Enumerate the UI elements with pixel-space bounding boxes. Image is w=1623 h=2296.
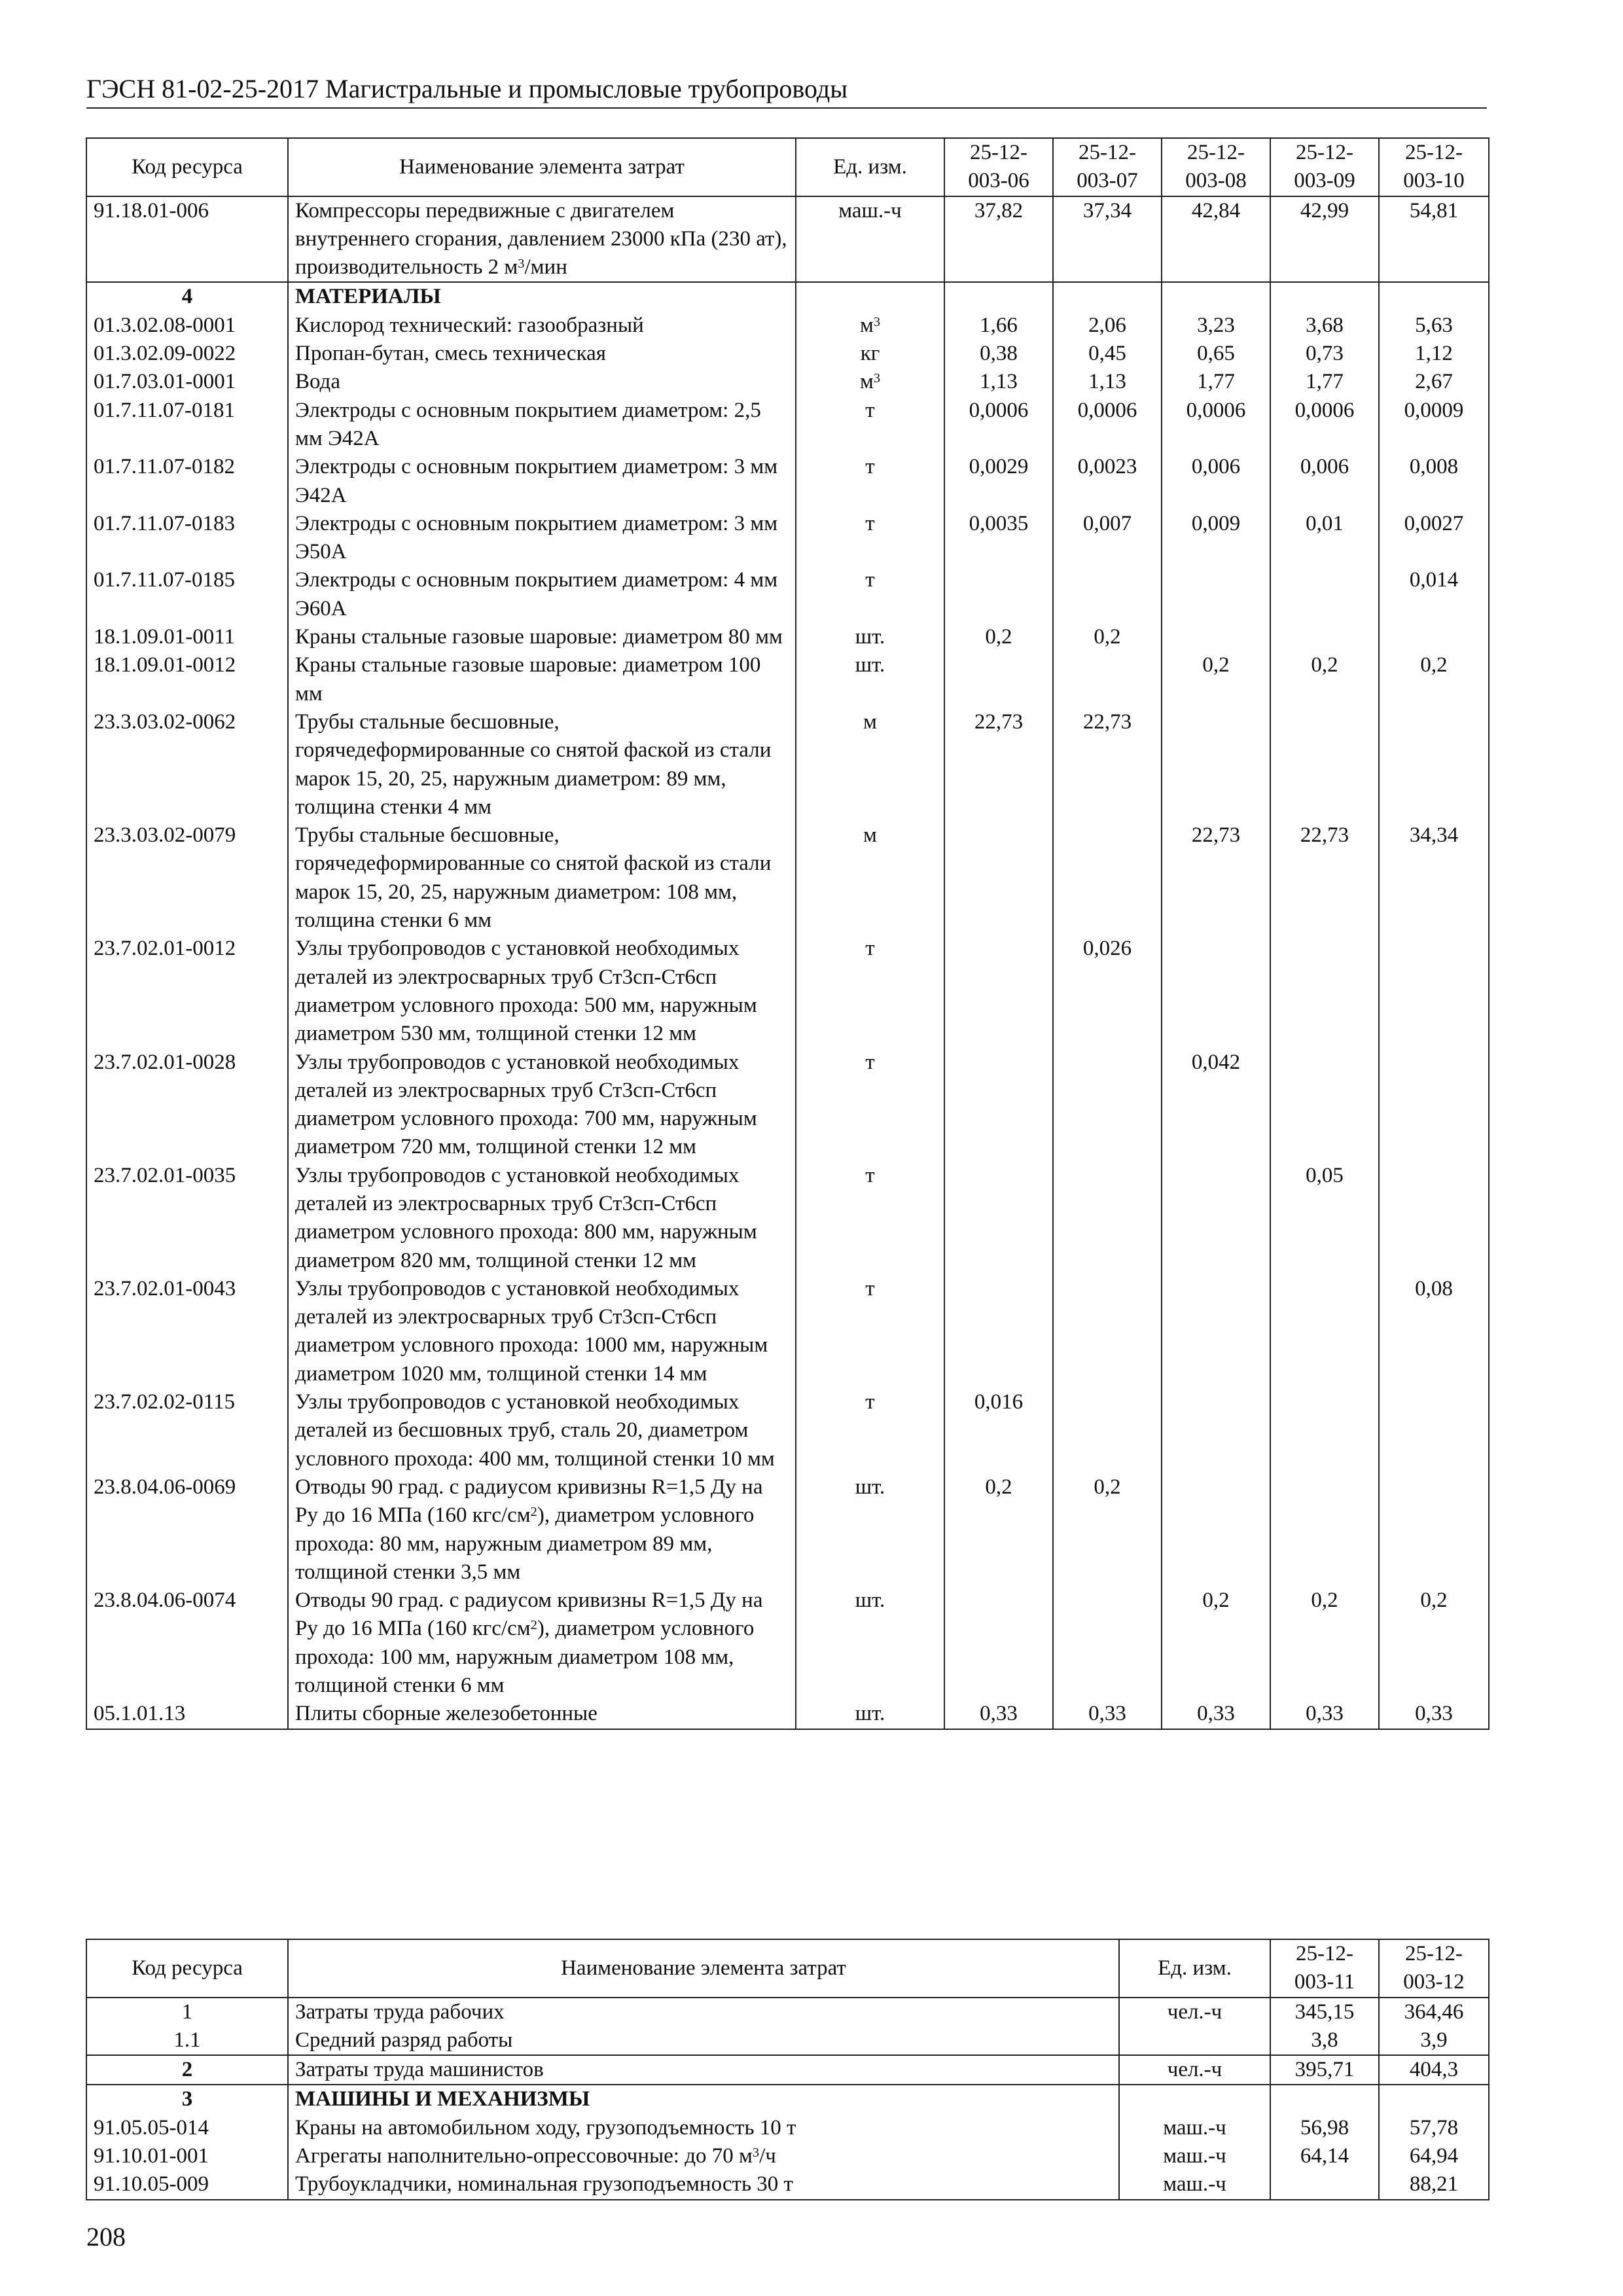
resource-value — [1053, 282, 1162, 311]
resource-value — [1270, 1049, 1379, 1162]
resource-value: 364,46 — [1379, 1998, 1489, 2026]
resource-name: Трубы стальные бесшовные, горячедеформированные со снятой фаской из стали марок 15, 20, 25, наружным диаметром: 89 мм, толщина стенки 4 мм — [288, 708, 796, 821]
resource-value: 1,77 — [1270, 368, 1379, 396]
resource-value: 0,016 — [944, 1388, 1053, 1473]
resource-value — [1053, 566, 1162, 623]
resource-value — [1270, 1388, 1379, 1473]
resource-value: 22,73 — [1053, 708, 1162, 821]
resource-value — [944, 1587, 1053, 1700]
table-row — [86, 651, 1489, 708]
resource-value: 0,33 — [944, 1700, 1053, 1729]
resource-value: 0,2 — [1053, 1473, 1162, 1587]
resource-value: 0,008 — [1379, 453, 1489, 510]
col-header-rate: 25-12-003-11 — [1270, 1939, 1379, 1998]
resource-value: 0,026 — [1053, 935, 1162, 1048]
resource-name: Кислород технический: газообразный — [288, 312, 796, 340]
resource-value: 0,0027 — [1379, 510, 1489, 567]
resource-name: Электроды с основным покрытием диаметром: 3 мм Э50А — [288, 510, 796, 567]
table-row — [86, 821, 1489, 935]
resource-unit: т — [796, 510, 944, 567]
resource-name: МАШИНЫ И МЕХАНИЗМЫ — [288, 2085, 1119, 2113]
resource-code: 3 — [86, 2085, 288, 2113]
resource-name: Электроды с основным покрытием диаметром: 4 мм Э60А — [288, 566, 796, 623]
resource-value — [1379, 282, 1489, 311]
resource-code: 23.7.02.01-0012 — [86, 935, 288, 1048]
resource-value — [1379, 1388, 1489, 1473]
resource-unit: шт. — [796, 1473, 944, 1587]
col-header-rate: 25-12-003-09 — [1270, 138, 1379, 196]
resource-value — [944, 651, 1053, 708]
resource-name: Вода — [288, 368, 796, 396]
resource-name: Краны стальные газовые шаровые: диаметром 80 мм — [288, 623, 796, 651]
col-header-rate: 25-12-003-07 — [1053, 138, 1162, 196]
resource-name: Электроды с основным покрытием диаметром: 2,5 мм Э42А — [288, 397, 796, 454]
col-header-rate: 25-12-003-12 — [1379, 1939, 1489, 1998]
resource-value — [944, 1275, 1053, 1388]
resource-code: 18.1.09.01-0012 — [86, 651, 288, 708]
resource-value: 0,65 — [1162, 340, 1270, 368]
col-header-rate: 25-12-003-08 — [1162, 138, 1270, 196]
resource-value: 0,042 — [1162, 1049, 1270, 1162]
resource-unit: маш.-ч — [796, 196, 944, 283]
resource-unit: шт. — [796, 1700, 944, 1729]
resource-value — [1162, 708, 1270, 821]
table-row — [86, 2114, 1489, 2142]
section-row — [86, 2085, 1489, 2113]
resource-unit: т — [796, 1388, 944, 1473]
resource-code: 91.05.05-014 — [86, 2114, 288, 2142]
resource-value: 0,2 — [1270, 1587, 1379, 1700]
page-number: 208 — [86, 2222, 126, 2251]
resource-value: 0,33 — [1162, 1700, 1270, 1729]
table-row — [86, 1700, 1489, 1729]
resource-unit: кг — [796, 340, 944, 368]
resource-value: 57,78 — [1379, 2114, 1489, 2142]
resource-value: 22,73 — [944, 708, 1053, 821]
col-header-code: Код ресурса — [86, 1939, 288, 1998]
resource-name: Краны на автомобильном ходу, грузоподъемность 10 т — [288, 2114, 1119, 2142]
resource-value: 34,34 — [1379, 821, 1489, 935]
resource-value — [1162, 566, 1270, 623]
resource-value: 0,2 — [1162, 651, 1270, 708]
resource-value — [1270, 2085, 1379, 2113]
resource-value: 88,21 — [1379, 2170, 1489, 2199]
resource-value: 395,71 — [1270, 2055, 1379, 2085]
resource-code: 91.10.01-001 — [86, 2142, 288, 2170]
resource-value: 345,15 — [1270, 1998, 1379, 2026]
resource-unit — [1119, 2085, 1270, 2113]
table-row — [86, 312, 1489, 340]
resource-name: Узлы трубопроводов с установкой необходимых деталей из электросварных труб Ст3сп-Ст6сп диаметром условного прохода: 800 мм, наружным диаметром 820 мм, толщиной стенки 12 мм — [288, 1162, 796, 1275]
resource-value — [944, 566, 1053, 623]
resource-name: Компрессоры передвижные с двигателем внутреннего сгорания, давлением 23000 кПа (230 ат), производительность 2 $м^3$/мин — [288, 196, 796, 283]
resource-unit: т — [796, 453, 944, 510]
resource-code: 23.7.02.01-0043 — [86, 1275, 288, 1388]
resource-value: 404,3 — [1379, 2055, 1489, 2085]
resource-value — [1053, 1275, 1162, 1388]
resource-value — [1162, 935, 1270, 1048]
resource-name: Узлы трубопроводов с установкой необходимых деталей из бесшовных труб, сталь 20, диаметром условного прохода: 400 мм, толщиной стенки 10 мм — [288, 1388, 796, 1473]
resource-code: 23.3.03.02-0062 — [86, 708, 288, 821]
col-header-name: Наименование элемента затрат — [288, 1939, 1119, 1998]
resource-code: 01.7.11.07-0185 — [86, 566, 288, 623]
resource-value — [944, 821, 1053, 935]
resource-value — [1379, 708, 1489, 821]
resource-code: 4 — [86, 282, 288, 311]
resource-value: 0,2 — [1379, 651, 1489, 708]
resource-unit: м — [796, 821, 944, 935]
resource-value: 0,2 — [944, 1473, 1053, 1587]
resource-value: 0,33 — [1379, 1700, 1489, 1729]
table-row — [86, 1049, 1489, 1162]
resource-value: 22,73 — [1162, 821, 1270, 935]
resource-value: 0,0006 — [1162, 397, 1270, 454]
table-row — [86, 510, 1489, 567]
resource-code: 91.18.01-006 — [86, 196, 288, 283]
resource-code: 05.1.01.13 — [86, 1700, 288, 1729]
resource-value: 0,0029 — [944, 453, 1053, 510]
table-row — [86, 2026, 1489, 2055]
resource-value: 0,2 — [1162, 1587, 1270, 1700]
resource-value: 64,94 — [1379, 2142, 1489, 2170]
resource-unit: чел.-ч — [1119, 1998, 1270, 2026]
col-header-code: Код ресурса — [86, 138, 288, 196]
resource-code: 01.7.03.01-0001 — [86, 368, 288, 396]
resource-name: Пропан-бутан, смесь техническая — [288, 340, 796, 368]
resource-value — [1270, 708, 1379, 821]
resource-value: 0,45 — [1053, 340, 1162, 368]
resource-code: 01.7.11.07-0183 — [86, 510, 288, 567]
resource-value — [1053, 651, 1162, 708]
resource-code: 01.3.02.08-0001 — [86, 312, 288, 340]
resource-value — [944, 1049, 1053, 1162]
resource-value — [944, 1162, 1053, 1275]
table-row — [86, 708, 1489, 821]
resource-code: 01.7.11.07-0181 — [86, 397, 288, 454]
col-header-unit: Ед. изм. — [1119, 1939, 1270, 1998]
resource-table-1 — [86, 137, 1489, 1730]
resource-unit: т — [796, 1162, 944, 1275]
table-row — [86, 1998, 1489, 2026]
resource-name: Электроды с основным покрытием диаметром: 3 мм Э42А — [288, 453, 796, 510]
resource-code: 1.1 — [86, 2026, 288, 2055]
resource-value: 0,014 — [1379, 566, 1489, 623]
resource-code: 23.8.04.06-0069 — [86, 1473, 288, 1587]
resource-name: Краны стальные газовые шаровые: диаметром 100 мм — [288, 651, 796, 708]
resource-value — [1379, 1049, 1489, 1162]
resource-unit: т — [796, 1049, 944, 1162]
resource-unit: т — [796, 566, 944, 623]
table-row — [86, 2055, 1489, 2085]
resource-unit — [1119, 2026, 1270, 2055]
resource-value — [1053, 1049, 1162, 1162]
resource-value — [1162, 1473, 1270, 1587]
table-row — [86, 1162, 1489, 1275]
resource-name: Агрегаты наполнительно-опрессовочные: до 70 $м^3/ч$ — [288, 2142, 1119, 2170]
resource-value: 0,0009 — [1379, 397, 1489, 454]
resource-code: 1 — [86, 1998, 288, 2026]
resource-value: 54,81 — [1379, 196, 1489, 283]
resource-value — [1053, 1162, 1162, 1275]
resource-value — [1162, 1388, 1270, 1473]
resource-value: 3,8 — [1270, 2026, 1379, 2055]
resource-value: 0,006 — [1162, 453, 1270, 510]
resource-value: 22,73 — [1270, 821, 1379, 935]
resource-name: Затраты труда машинистов — [288, 2055, 1119, 2085]
resource-value — [1053, 1388, 1162, 1473]
resource-value: 3,23 — [1162, 312, 1270, 340]
resource-value: 37,34 — [1053, 196, 1162, 283]
resource-value: 0,0006 — [944, 397, 1053, 454]
resource-unit: шт. — [796, 1587, 944, 1700]
resource-name: Затраты труда рабочих — [288, 1998, 1119, 2026]
resource-value — [1270, 282, 1379, 311]
resource-code: 18.1.09.01-0011 — [86, 623, 288, 651]
col-header-rate: 25-12-003-10 — [1379, 138, 1489, 196]
resource-value: 1,66 — [944, 312, 1053, 340]
resource-value: 0,0023 — [1053, 453, 1162, 510]
resource-value: 37,82 — [944, 196, 1053, 283]
resource-code: 01.3.02.09-0022 — [86, 340, 288, 368]
resource-value: 0,33 — [1270, 1700, 1379, 1729]
resource-name: Плиты сборные железобетонные — [288, 1700, 796, 1729]
resource-value: 3,9 — [1379, 2026, 1489, 2055]
resource-value: 1,13 — [944, 368, 1053, 396]
resource-value: 1,77 — [1162, 368, 1270, 396]
resource-unit: $м^3$ — [796, 312, 944, 340]
resource-name: Узлы трубопроводов с установкой необходимых деталей из электросварных труб Ст3сп-Ст6сп диаметром условного прохода: 1000 мм, наружным диаметром 1020 мм, толщиной стенки 14 мм — [288, 1275, 796, 1388]
resource-value: 0,05 — [1270, 1162, 1379, 1275]
resource-value — [1270, 623, 1379, 651]
resource-value — [1379, 2085, 1489, 2113]
resource-value: 0,0006 — [1270, 397, 1379, 454]
table-row — [86, 2142, 1489, 2170]
resource-code: 23.7.02.01-0028 — [86, 1049, 288, 1162]
resource-unit: т — [796, 397, 944, 454]
resource-code: 91.10.05-009 — [86, 2170, 288, 2199]
resource-unit: маш.-ч — [1119, 2170, 1270, 2199]
page-header: ГЭСН 81-02-25-2017 Магистральные и промысловые трубопроводы — [86, 73, 1487, 109]
resource-value: 42,84 — [1162, 196, 1270, 283]
resource-code: 23.3.03.02-0079 — [86, 821, 288, 935]
resource-value: 0,006 — [1270, 453, 1379, 510]
resource-value — [1379, 1162, 1489, 1275]
table-row — [86, 2170, 1489, 2199]
resource-unit: чел.-ч — [1119, 2055, 1270, 2085]
resource-unit: шт. — [796, 623, 944, 651]
resource-value — [1270, 1473, 1379, 1587]
table-row — [86, 196, 1489, 283]
resource-value — [1270, 935, 1379, 1048]
resource-unit — [796, 282, 944, 311]
table-row — [86, 453, 1489, 510]
table-row — [86, 1473, 1489, 1587]
resource-value — [1053, 1587, 1162, 1700]
resource-name: Трубоукладчики, номинальная грузоподъемность 30 т — [288, 2170, 1119, 2199]
table-row — [86, 623, 1489, 651]
resource-unit: маш.-ч — [1119, 2142, 1270, 2170]
resource-unit: т — [796, 935, 944, 1048]
resource-code: 23.8.04.06-0074 — [86, 1587, 288, 1700]
resource-value — [1270, 2170, 1379, 2199]
resource-value: 0,2 — [1270, 651, 1379, 708]
section-row — [86, 282, 1489, 311]
resource-value — [944, 282, 1053, 311]
resource-value — [1379, 623, 1489, 651]
resource-unit: м — [796, 708, 944, 821]
resource-code: 23.7.02.01-0035 — [86, 1162, 288, 1275]
resource-value — [1053, 821, 1162, 935]
resource-unit: $м^3$ — [796, 368, 944, 396]
table-row — [86, 1587, 1489, 1700]
resource-name: Отводы 90 град. с радиусом кривизны R=1,5 Ду на Ру до 16 МПа (160 кгс/$см^2$), диаметром условного прохода: 100 мм, наружным диаметром 108 мм, толщиной стенки 6 мм — [288, 1587, 796, 1700]
col-header-rate: 25-12-003-06 — [944, 138, 1053, 196]
resource-unit: шт. — [796, 651, 944, 708]
resource-value — [1162, 1275, 1270, 1388]
table-row — [86, 935, 1489, 1048]
resource-code: 01.7.11.07-0182 — [86, 453, 288, 510]
resource-code: 2 — [86, 2055, 288, 2085]
resource-unit: т — [796, 1275, 944, 1388]
resource-code: 23.7.02.02-0115 — [86, 1388, 288, 1473]
resource-name: Узлы трубопроводов с установкой необходимых деталей из электросварных труб Ст3сп-Ст6сп диаметром условного прохода: 500 мм, наружным диаметром 530 мм, толщиной стенки 12 мм — [288, 935, 796, 1048]
resource-value — [1162, 282, 1270, 311]
resource-value: 0,73 — [1270, 340, 1379, 368]
resource-value: 0,2 — [944, 623, 1053, 651]
resource-value: 1,13 — [1053, 368, 1162, 396]
table-row — [86, 1275, 1489, 1388]
col-header-name: Наименование элемента затрат — [288, 138, 796, 196]
resource-value — [1379, 935, 1489, 1048]
resource-value: 64,14 — [1270, 2142, 1379, 2170]
resource-value: 0,0035 — [944, 510, 1053, 567]
table-header-row — [86, 138, 1489, 196]
resource-value: 0,01 — [1270, 510, 1379, 567]
table-row — [86, 397, 1489, 454]
resource-name: МАТЕРИАЛЫ — [288, 282, 796, 311]
table-row — [86, 368, 1489, 396]
resource-value: 0,2 — [1053, 623, 1162, 651]
resource-value: 0,0006 — [1053, 397, 1162, 454]
resource-value: 2,67 — [1379, 368, 1489, 396]
resource-value: 1,12 — [1379, 340, 1489, 368]
resource-name: Средний разряд работы — [288, 2026, 1119, 2055]
resource-value: 56,98 — [1270, 2114, 1379, 2142]
resource-unit: маш.-ч — [1119, 2114, 1270, 2142]
resource-value: 0,38 — [944, 340, 1053, 368]
table-header-row — [86, 1939, 1489, 1998]
resource-value — [944, 935, 1053, 1048]
resource-name: Отводы 90 град. с радиусом кривизны R=1,5 Ду на Ру до 16 МПа (160 кгс/$см^2$), диаметром условного прохода: 80 мм, наружным диаметром 89 мм, толщиной стенки 3,5 мм — [288, 1473, 796, 1587]
resource-value: 2,06 — [1053, 312, 1162, 340]
resource-value: 0,2 — [1379, 1587, 1489, 1700]
resource-value: 0,33 — [1053, 1700, 1162, 1729]
resource-value: 5,63 — [1379, 312, 1489, 340]
resource-value — [1162, 623, 1270, 651]
resource-table-2 — [86, 1939, 1489, 2200]
resource-value: 3,68 — [1270, 312, 1379, 340]
resource-name: Трубы стальные бесшовные, горячедеформированные со снятой фаской из стали марок 15, 20, 25, наружным диаметром: 108 мм, толщина стенки 6 мм — [288, 821, 796, 935]
table-row — [86, 1388, 1489, 1473]
col-header-unit: Ед. изм. — [796, 138, 944, 196]
resource-value: 0,009 — [1162, 510, 1270, 567]
table-row — [86, 566, 1489, 623]
table-row — [86, 340, 1489, 368]
resource-value: 0,007 — [1053, 510, 1162, 567]
resource-value — [1270, 1275, 1379, 1388]
resource-value — [1162, 1162, 1270, 1275]
resource-value — [1379, 1473, 1489, 1587]
resource-value: 0,08 — [1379, 1275, 1489, 1388]
resource-value: 42,99 — [1270, 196, 1379, 283]
resource-name: Узлы трубопроводов с установкой необходимых деталей из электросварных труб Ст3сп-Ст6сп диаметром условного прохода: 700 мм, наружным диаметром 720 мм, толщиной стенки 12 мм — [288, 1049, 796, 1162]
resource-value — [1270, 566, 1379, 623]
